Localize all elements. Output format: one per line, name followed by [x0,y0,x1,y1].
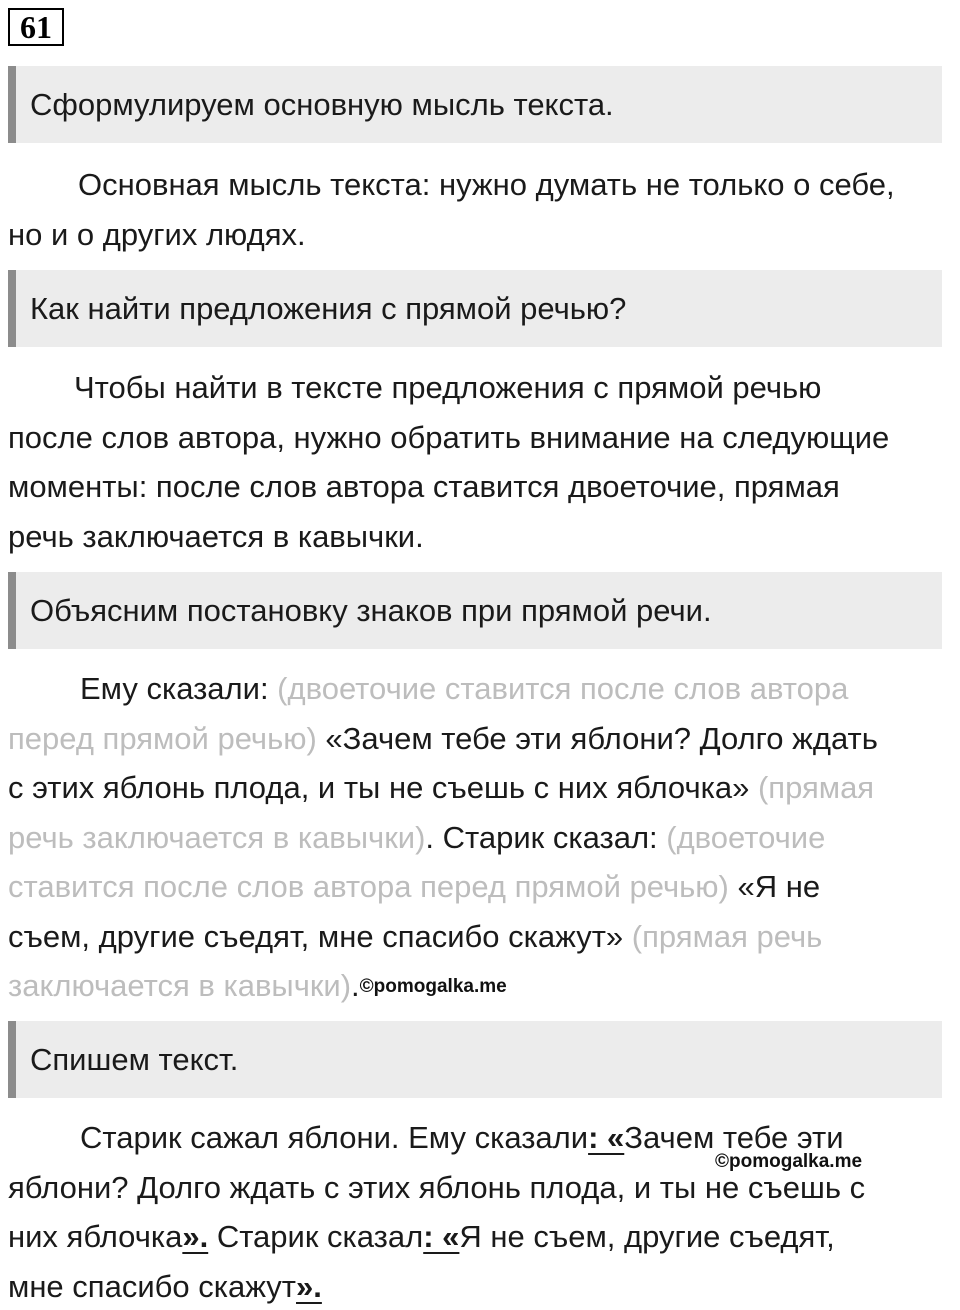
text-line [8,714,958,764]
text-line: но и о других людях. [8,216,306,252]
direct-speech: «Зачем тебе эти яблони? Долго ждать [325,720,878,756]
explanation-note: (двоеточие [666,819,826,855]
section-heading-direct-speech: Как найти предложения с прямой речью? [8,270,942,347]
explanation-note: ставится после слов автора перед прямой речью) [8,869,738,904]
text-line [8,961,958,1011]
direct-speech: с этих яблонь плода, и ты не съешь с них яблочка» [8,770,758,805]
text-line: речь заключается в кавычки. [8,518,424,554]
text-line [8,1212,958,1262]
explanation-note: речь заключается в кавычки) [8,819,426,855]
author-words: Старик сажал яблони. Ему сказали [80,1120,589,1155]
section-heading-main-idea: Сформулируем основную мысль текста. [8,66,942,143]
text-line: Основная мысль текста: нужно думать не только о себе, [78,167,895,202]
section-heading-copy-text: Спишем текст. [8,1021,942,1098]
text-line: яблони? Долго ждать с этих яблонь плода, и ты не съешь с [8,1169,866,1205]
direct-speech: «Я не [737,869,821,904]
text-line: моменты: после слов автора ставится двоеточие, прямая [8,469,840,504]
explanation-note: (двоеточие ставится после слов автора [277,671,849,706]
explanation-note: перед прямой речью) [8,720,326,756]
author-words: Ему сказали: [80,671,278,706]
task-number: 61 [8,8,64,46]
punctuation-mark: : « [423,1219,460,1254]
section-heading-punctuation: Объясним постановку знаков при прямой речи. [8,572,942,649]
main-idea-paragraph [8,160,958,259]
explanation-note: заключается в кавычки) [8,968,352,1003]
text-line [8,813,958,863]
text-line [8,862,958,912]
direct-speech: мне спасибо скажут [8,1268,297,1304]
watermark: ©pomogalka.me [715,1151,863,1172]
watermark: ©pomogalka.me [359,976,507,997]
author-words: . Старик сказал: [425,819,667,855]
text-line [8,1262,958,1310]
direct-speech: Я не съем, другие съедят, [459,1219,835,1254]
explanation-note: (прямая [757,770,875,805]
copied-text [8,1113,958,1310]
punctuation-mark: ». [296,1268,322,1304]
text-line [8,664,958,714]
text-line: после слов автора, нужно обратить внимание на следующие [8,419,890,455]
author-words: Старик сказал [208,1219,424,1254]
punctuation-explanation [8,664,958,1011]
direct-speech-paragraph [8,363,958,561]
direct-speech: них яблочка [8,1219,183,1254]
punctuation-mark: ». [182,1219,209,1254]
period: . [351,968,360,1003]
text-line: Чтобы найти в тексте предложения с прямой речью [74,370,822,405]
direct-speech: Зачем тебе эти [624,1120,844,1155]
text-line [8,912,958,962]
punctuation-mark: : « [588,1120,625,1155]
text-line [8,763,958,813]
explanation-note: (прямая речь [631,918,823,954]
direct-speech: съем, другие съедят, мне спасибо скажут» [8,918,632,954]
